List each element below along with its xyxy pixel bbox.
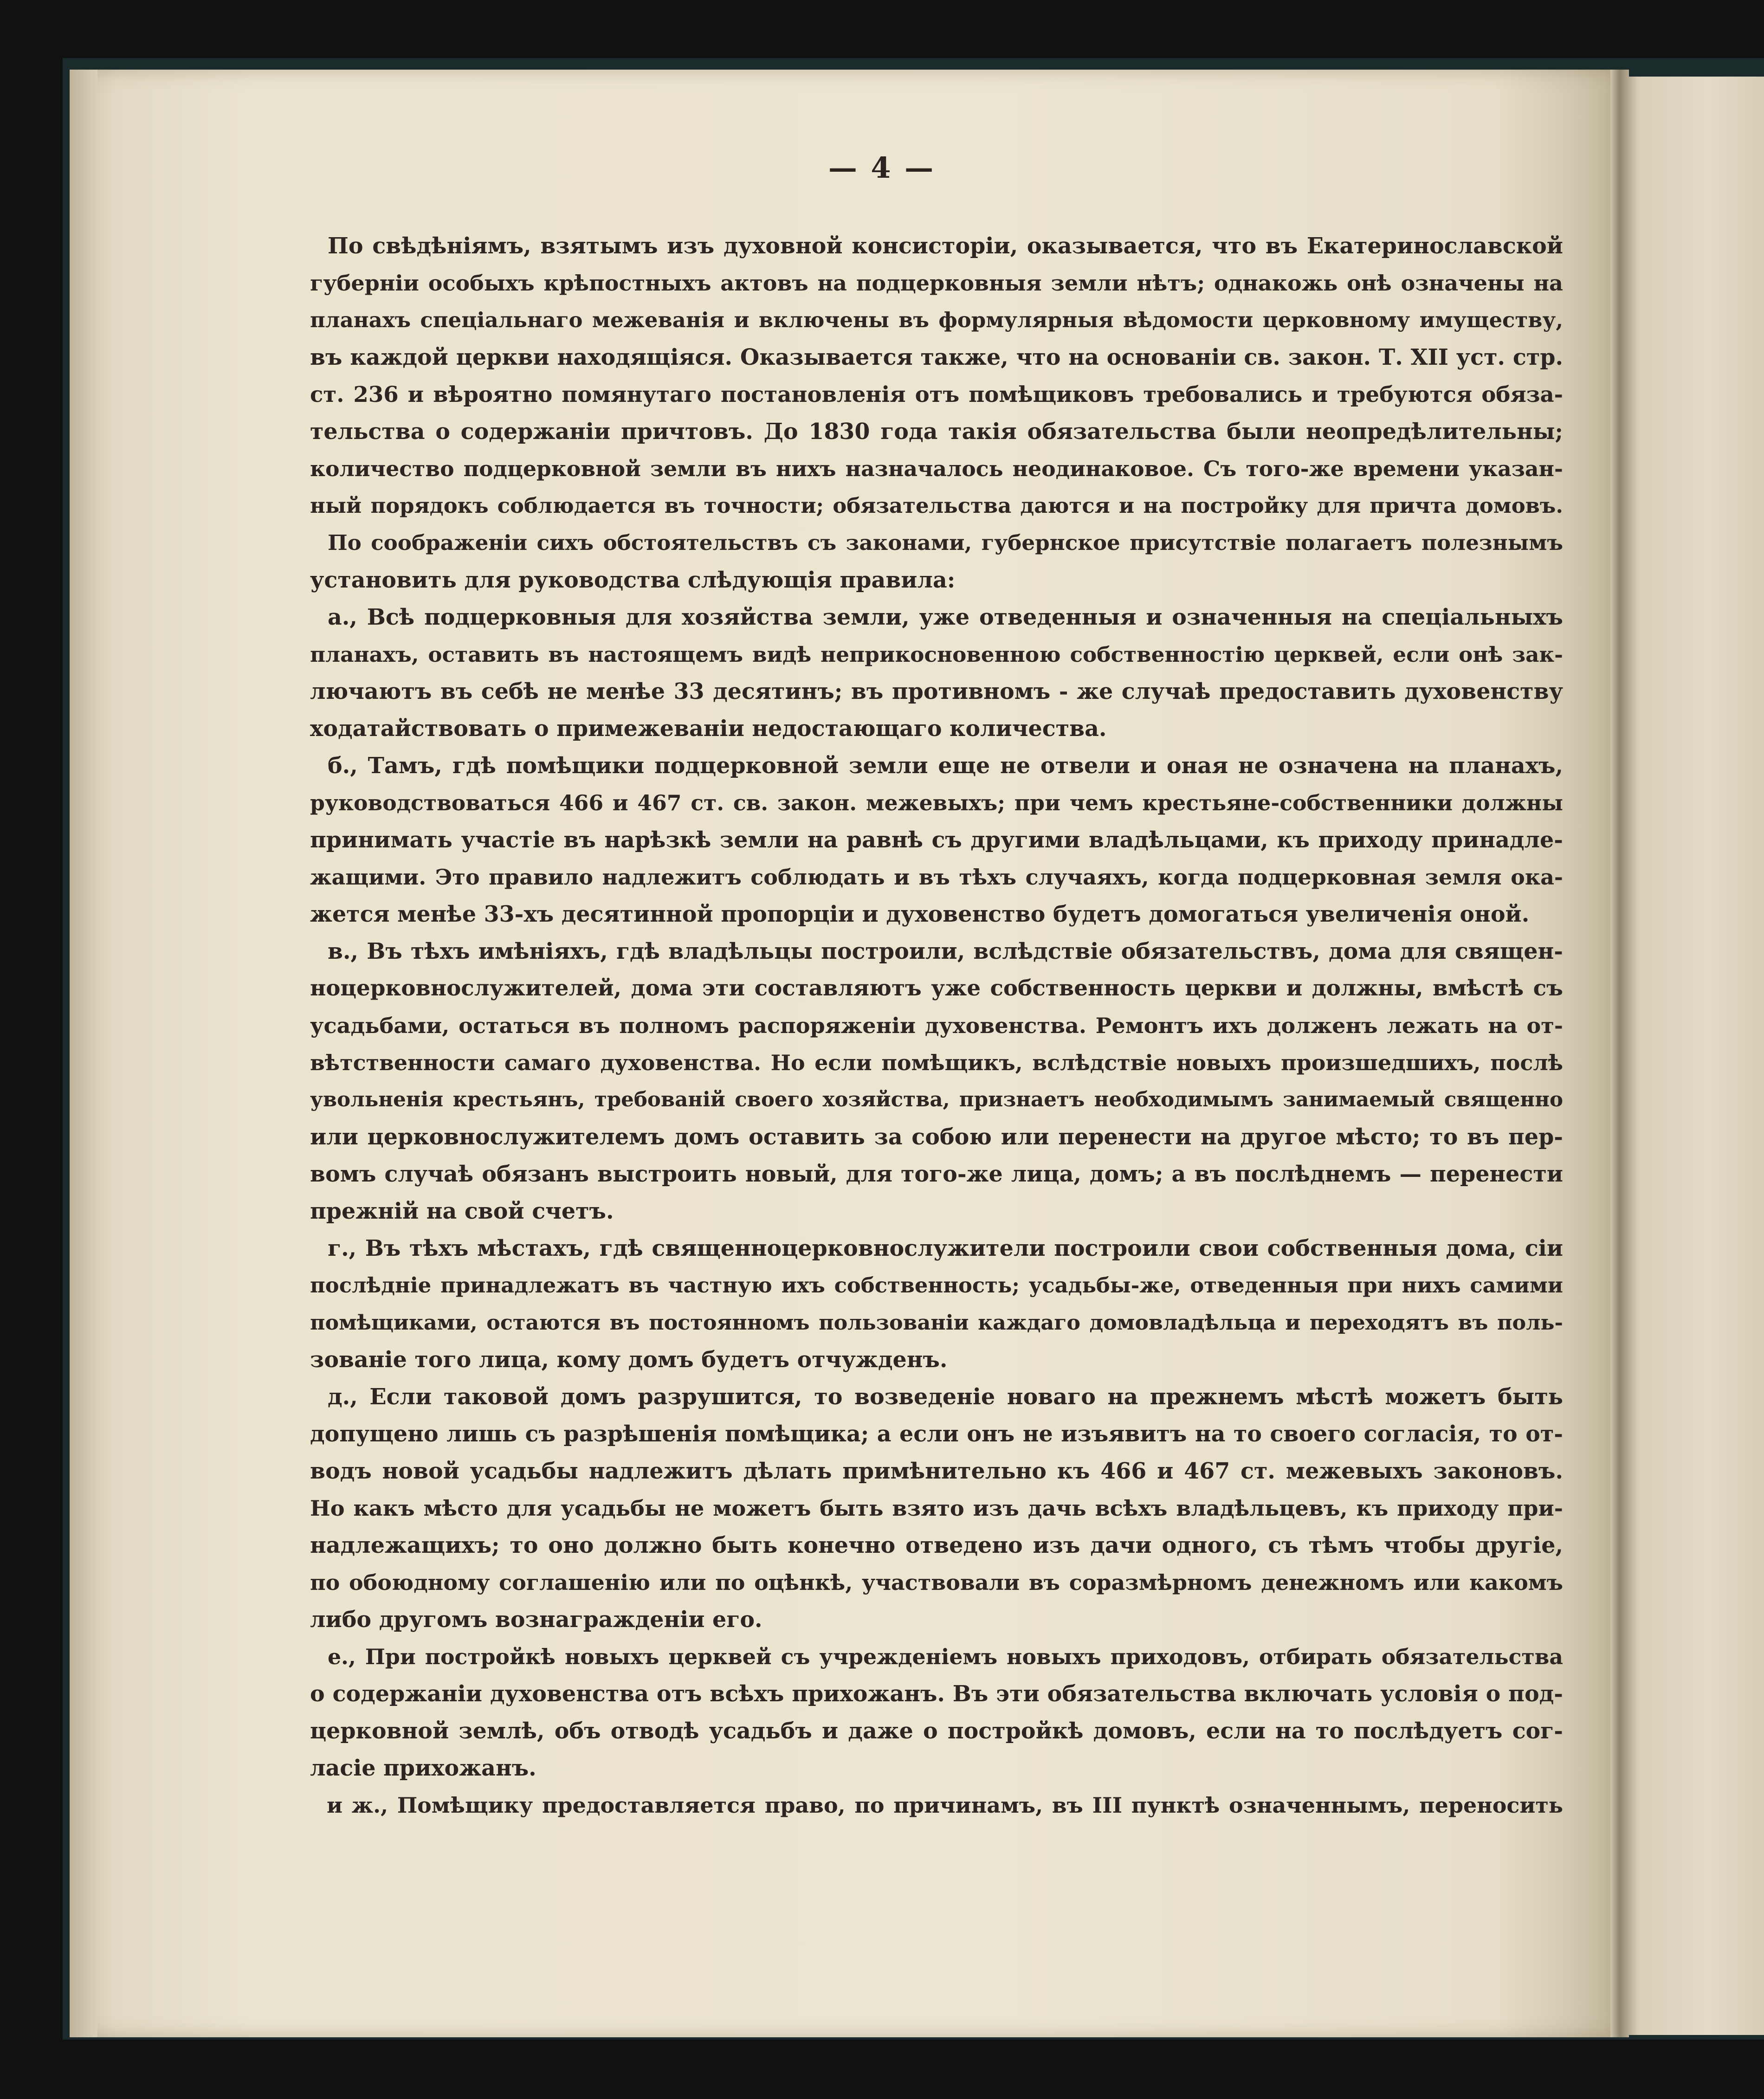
text-line: либо другомъ вознагражденіи его. <box>310 1607 762 1633</box>
text-line: ный порядокъ соблюдается въ точности; обязательства даются и на постройку для причта домовъ. <box>310 493 1563 518</box>
text-line: б., Тамъ, гдѣ помѣщики подцерковной земли еще не отвели и оная не означена на планахъ, <box>328 753 1563 779</box>
text-line: губерніи особыхъ крѣпостныхъ актовъ на подцерковныя земли нѣтъ; однакожь онѣ означены на <box>310 271 1563 296</box>
text-line: вѣтственности самаго духовенства. Но если помѣщикъ, вслѣдствіе новыхъ произшедшихъ, послѣ <box>310 1050 1563 1075</box>
text-line: послѣдніе принадлежатъ въ частную ихъ собственность; усадьбы-же, отведенныя при нихъ самими <box>310 1273 1563 1298</box>
text-line: помѣщиками, остаются въ постоянномъ пользованіи каждаго домовладѣльца и переходятъ въ поль- <box>310 1311 1563 1335</box>
page-number: — 4 — <box>828 151 936 185</box>
text-line: жащими. Это правило надлежитъ соблюдать и въ тѣхъ случаяхъ, когда подцерковная земля ока- <box>310 865 1563 890</box>
page-left-edge <box>70 70 97 2037</box>
text-line: ходатайствовать о примежеваніи недостающаго количества. <box>310 716 1107 742</box>
book-gutter <box>1610 70 1629 2037</box>
text-line: в., Въ тѣхъ имѣніяхъ, гдѣ владѣльцы построили, вслѣдствіе обязательствъ, дома для священ- <box>328 938 1563 964</box>
text-line: количество подцерковной земли въ нихъ назначалось неодинаковое. Съ того-же времени указан- <box>310 456 1563 481</box>
text-line: прежній на свой счетъ. <box>310 1198 614 1224</box>
text-line: тельства о содержаніи причтовъ. До 1830 года такія обязательства были неопредѣлительны; <box>310 419 1563 445</box>
text-line: или церковнослужителемъ домъ оставить за собою или перенести на другое мѣсто; то въ пер- <box>310 1124 1563 1150</box>
text-line: Но какъ мѣсто для усадьбы не можетъ быть взято изъ дачь всѣхъ владѣльцевъ, къ приходу при- <box>310 1496 1563 1521</box>
text-line: по обоюдному соглашенію или по оцѣнкѣ, участвовали въ соразмѣрномъ денежномъ или какомъ <box>310 1570 1563 1595</box>
text-line: г., Въ тѣхъ мѣстахъ, гдѣ священноцерковнослужители построили свои собственныя дома, сіи <box>328 1235 1563 1261</box>
text-line: зованіе того лица, кому домъ будетъ отчужденъ. <box>310 1347 948 1373</box>
text-line: ноцерковнослужителей, дома эти составляютъ уже собственность церкви и должны, вмѣстѣ съ <box>310 975 1563 1001</box>
text-line: лючаютъ въ себѣ не менѣе 33 десятинъ; въ противномъ - же случаѣ предоставить духовенству <box>310 678 1563 704</box>
text-line: планахъ, оставить въ настоящемъ видѣ неприкосновенною собственностію церквей, если онѣ зак- <box>310 642 1563 667</box>
text-line: въ каждой церкви находящіяся. Оказывается также, что на основаніи св. закон. Т. XII уст. стр. <box>310 344 1563 370</box>
text-line: допущено лишь съ разрѣшенія помѣщика; а если онъ не изъявитъ на то своего согласія, то от- <box>310 1421 1563 1447</box>
text-line: ласіе прихожанъ. <box>310 1755 536 1781</box>
text-line: принимать участіе въ нарѣзкѣ земли на равнѣ съ другими владѣльцами, къ приходу принадле- <box>310 827 1563 853</box>
facing-page-edge <box>1624 77 1764 2035</box>
text-line: ст. 236 и вѣроятно помянутаго постановленія отъ помѣщиковъ требовались и требуются обяза- <box>310 381 1563 407</box>
text-line: о содержаніи духовенства отъ всѣхъ прихожанъ. Въ эти обязательства включать условія о под- <box>310 1681 1563 1707</box>
text-line: руководствоваться 466 и 467 ст. св. закон. межевыхъ; при чемъ крестьяне-собственники должны <box>310 790 1563 815</box>
text-line: водъ новой усадьбы надлежитъ дѣлать примѣнительно къ 466 и 467 ст. межевыхъ законовъ. <box>310 1458 1563 1484</box>
page-body-text <box>310 227 1563 1824</box>
text-line: а., Всѣ подцерковныя для хозяйства земли, уже отведенныя и означенныя на спеціальныхъ <box>328 604 1563 630</box>
text-line: планахъ спеціальнаго межеванія и включены въ формулярныя вѣдомости церковному имуществу, <box>310 308 1563 332</box>
text-line: увольненія крестьянъ, требованій своего хозяйства, признаетъ необходимымъ занимаемый священно <box>310 1088 1563 1111</box>
text-line: усадьбами, остаться въ полномъ распоряженіи духовенства. Ремонтъ ихъ долженъ лежать на от- <box>310 1013 1563 1038</box>
text-line: По свѣдѣніямъ, взятымъ изъ духовной консисторіи, оказывается, что въ Екатеринославской <box>328 233 1563 259</box>
text-line: е., При постройкѣ новыхъ церквей съ учрежденіемъ новыхъ приходовъ, отбирать обязательства <box>328 1644 1563 1669</box>
text-line: и ж., Помѣщику предоставляется право, по причинамъ, въ III пунктѣ означеннымъ, переносить <box>327 1793 1563 1818</box>
text-line: церковной землѣ, объ отводѣ усадьбъ и даже о постройкѣ домовъ, если на то послѣдуетъ сог- <box>310 1718 1563 1744</box>
text-line: надлежащихъ; то оно должно быть конечно отведено изъ дачи одного, съ тѣмъ чтобы другіе, <box>310 1532 1563 1558</box>
text-line: жется менѣе 33-хъ десятинной пропорціи и духовенство будетъ домогаться увеличенія оной. <box>310 901 1530 927</box>
text-line: д., Если таковой домъ разрушится, то возведеніе новаго на прежнемъ мѣстѣ можетъ быть <box>328 1384 1563 1410</box>
text-line: установить для руководства слѣдующія правила: <box>310 567 956 593</box>
text-line: вомъ случаѣ обязанъ выстроить новый, для того-же лица, домъ; а въ послѣднемъ — перенести <box>310 1161 1563 1187</box>
text-line: По соображеніи сихъ обстоятельствъ съ законами, губернское присутствіе полагаетъ полезнымъ <box>328 530 1563 555</box>
